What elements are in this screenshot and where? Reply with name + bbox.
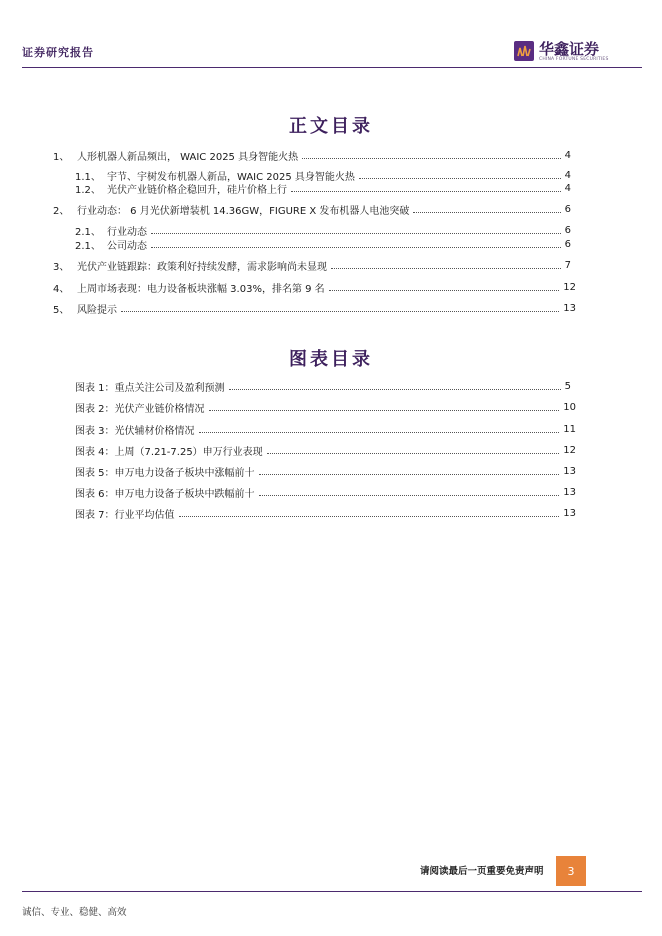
- toc-item[interactable]: [53, 258, 571, 272]
- toc-item[interactable]: [75, 223, 571, 237]
- leader-dots: [209, 409, 560, 411]
- figures-title: 图表目录: [289, 349, 373, 370]
- toc-title: 正文目录: [289, 116, 373, 137]
- leader-dots: [291, 190, 561, 192]
- toc-item-page: 13: [563, 302, 576, 314]
- toc-item-page: 6: [564, 238, 571, 250]
- brand: [514, 38, 644, 68]
- leader-dots: [229, 388, 561, 390]
- figure-item-label: 图表 4：: [75, 446, 115, 458]
- toc-item-number: 2、: [53, 205, 70, 217]
- figure-item-label: 图表 2：: [75, 403, 115, 415]
- toc-item[interactable]: [53, 148, 571, 162]
- figure-item[interactable]: [75, 400, 576, 414]
- toc-item-text: 光伏产业链价格企稳回升，硅片价格上行: [107, 184, 287, 196]
- toc-item[interactable]: [53, 280, 576, 294]
- leader-dots: [151, 246, 561, 248]
- toc-item-text: 行业动态: [107, 226, 147, 238]
- figure-item-page: 13: [563, 507, 576, 519]
- leader-dots: [329, 289, 560, 291]
- toc-item[interactable]: [75, 181, 571, 195]
- leader-dots: [259, 473, 560, 475]
- toc-item-page: 4: [564, 169, 571, 181]
- figure-item-page: 10: [563, 401, 576, 413]
- toc-item-number: 1.1、: [75, 171, 101, 183]
- footer-divider: [22, 891, 642, 892]
- figure-item-page: 11: [563, 423, 576, 435]
- figure-item[interactable]: [75, 464, 576, 478]
- leader-dots: [259, 494, 560, 496]
- leader-dots: [199, 431, 560, 433]
- toc-item-text: 风险提示: [77, 304, 117, 316]
- figure-item-text: 申万电力设备子板块中跌幅前十: [114, 488, 255, 500]
- toc-item-text: 上周市场表现：电力设备板块涨幅 3.03%，排名第 9 名: [77, 283, 325, 295]
- doc-type-label: 证券研究报告: [22, 46, 94, 59]
- disclaimer-note: 请阅读最后一页重要免责声明: [420, 866, 544, 877]
- figure-item[interactable]: [75, 485, 576, 499]
- toc-item-page: 7: [564, 259, 571, 271]
- toc-item-number: 1、: [53, 151, 70, 163]
- figure-item-text: 申万电力设备子板块中涨幅前十: [114, 467, 255, 479]
- toc-item-number: 3、: [53, 261, 70, 273]
- leader-dots: [331, 267, 561, 269]
- brand-name: 华鑫证券: [539, 40, 600, 58]
- leader-dots: [359, 177, 561, 179]
- toc-item-page: 6: [564, 203, 571, 215]
- figure-item-label: 图表 5：: [75, 467, 115, 479]
- figure-item-page: 5: [564, 380, 571, 392]
- leader-dots: [267, 452, 560, 454]
- page-number: 3: [556, 856, 586, 886]
- figure-item-text: 行业平均估值: [114, 509, 175, 521]
- toc-item-page: 12: [563, 281, 576, 293]
- figure-item-text: 上周（7.21-7.25）申万行业表现: [114, 446, 263, 458]
- toc-item-text: 光伏产业链跟踪：政策利好持续发酵，需求影响尚未显现: [77, 261, 327, 273]
- toc-item-number: 1.2、: [75, 184, 101, 196]
- toc-item-number: 2.1、: [75, 226, 101, 238]
- toc-item-page: 6: [564, 224, 571, 236]
- leader-dots: [121, 310, 559, 312]
- figure-item-text: 重点关注公司及盈利预测: [114, 382, 225, 394]
- toc-item-text: 人形机器人新品频出， WAIC 2025 具身智能火热: [77, 151, 299, 163]
- header-divider: [22, 67, 642, 68]
- toc-item-page: 4: [564, 149, 571, 161]
- toc-item-text: 宇节、宇树发布机器人新品，WAIC 2025 具身智能火热: [107, 171, 355, 183]
- figure-item-text: 光伏产业链价格情况: [114, 403, 205, 415]
- toc-item-text: 公司动态: [107, 240, 147, 252]
- figure-item[interactable]: [75, 379, 571, 393]
- figure-item[interactable]: [75, 422, 576, 436]
- toc-item-number: 4、: [53, 283, 70, 295]
- leader-dots: [179, 515, 560, 517]
- figure-item-label: 图表 7：: [75, 509, 115, 521]
- figure-item[interactable]: [75, 506, 576, 520]
- toc-item-text: 行业动态： 6 月光伏新增装机 14.36GW，FIGURE X 发布机器人电池突破: [77, 205, 410, 217]
- figure-item-page: 13: [563, 465, 576, 477]
- leader-dots: [151, 232, 561, 234]
- hx-logo-icon: [514, 41, 534, 61]
- toc-item[interactable]: [53, 202, 571, 216]
- figure-item-label: 图表 6：: [75, 488, 115, 500]
- figure-item-label: 图表 1：: [75, 382, 115, 394]
- leader-dots: [302, 157, 561, 159]
- toc-item-page: 4: [564, 182, 571, 194]
- figure-item-page: 13: [563, 486, 576, 498]
- brand-english-name: CHINA FORTUNE SECURITIES: [539, 57, 609, 62]
- leader-dots: [413, 211, 560, 213]
- figure-item-text: 光伏辅材价格情况: [114, 425, 195, 437]
- figure-item-page: 12: [563, 444, 576, 456]
- figure-item-label: 图表 3：: [75, 425, 115, 437]
- footer-slogan: 诚信、专业、稳健、高效: [22, 907, 127, 918]
- toc-item[interactable]: [75, 237, 571, 251]
- figure-item[interactable]: [75, 443, 576, 457]
- toc-item[interactable]: [53, 301, 576, 315]
- toc-item-number: 2.1、: [75, 240, 101, 252]
- toc-item-number: 5、: [53, 304, 70, 316]
